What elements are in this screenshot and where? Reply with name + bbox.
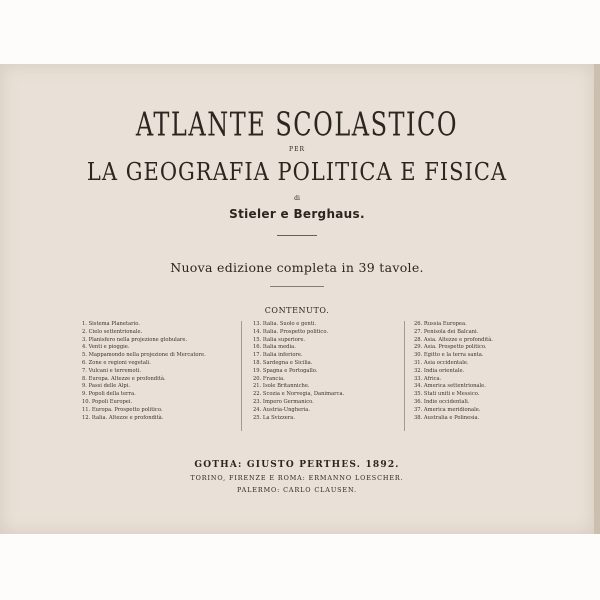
atlas-title: ATLANTE SCOLASTICO bbox=[135, 106, 459, 144]
edition-line: Nuova edizione completa in 39 tavole. bbox=[170, 260, 424, 275]
contents-entry: 10. Popoli Europei. bbox=[82, 398, 133, 405]
contents-entry: 1. Sistema Planetario. bbox=[82, 321, 140, 327]
contents-entry: 18. Sardegna e Sicilia. bbox=[253, 359, 313, 366]
contents-entry: 17. Italia inferiore. bbox=[253, 352, 303, 359]
authors: Stieler e Berghaus. bbox=[229, 207, 365, 221]
publisher-cities: TORINO, FIRENZE E ROMA: ERMANNO LOESCHER. bbox=[190, 474, 404, 482]
atlas-subtitle: LA GEOGRAFIA POLITICA E FISICA bbox=[86, 158, 508, 186]
contents-entry: 24. Austria-Ungheria. bbox=[253, 406, 311, 413]
contents-entry: 27. Penisola dei Balcani. bbox=[414, 328, 479, 335]
publisher-palermo: PALERMO: CARLO CLAUSEN. bbox=[237, 486, 357, 494]
contents-entry: 35. Stati uniti e Messico. bbox=[414, 391, 480, 398]
contents-entry: 8. Europa. Altezze e profondità. bbox=[82, 375, 166, 382]
contents-entry: 30. Egitto e la terra santa. bbox=[414, 352, 484, 359]
contents-entry: 6. Zone e regioni vegetali. bbox=[82, 359, 151, 366]
divider-rule bbox=[277, 235, 317, 236]
contents-entry: 14. Italia. Prospetto politico. bbox=[253, 328, 329, 335]
contents-entry: 32. India orientale. bbox=[414, 367, 465, 374]
contents-column-1 bbox=[82, 321, 232, 422]
contents-entry: 9. Popoli della terra. bbox=[82, 391, 136, 398]
contents-entry: 3. Planisfero nella projezione globulare. bbox=[82, 336, 188, 343]
contents-entry: 37. America meridionale. bbox=[414, 406, 481, 413]
contents-entry: 22. Scozia e Norvegia, Danimarca. bbox=[253, 391, 345, 398]
publisher-line: GOTHA: GIUSTO PERTHES. 1892. bbox=[194, 460, 400, 470]
contents-entry: 29. Asia. Prospetto politico. bbox=[414, 344, 487, 351]
contents-entry: 9. Passi delle Alpi. bbox=[82, 383, 131, 390]
contents-entry: 21. Isole Britanniche. bbox=[253, 383, 310, 390]
contents-entry: 5. Mappamondo nella projezione di Mercatore. bbox=[82, 352, 206, 359]
contents-heading: CONTENUTO. bbox=[264, 306, 330, 315]
contents-entry: 16. Italia media. bbox=[253, 344, 296, 351]
contents-entry: 33. Africa. bbox=[414, 375, 442, 382]
contents-entry: 15. Italia superiore. bbox=[253, 336, 306, 343]
contents-entry: 28. Asia. Altezze e profondità. bbox=[414, 336, 493, 343]
contents-entry: 2. Cielo settentrionale. bbox=[82, 328, 143, 335]
contents-entry: 20. Francia. bbox=[253, 375, 285, 382]
contents-column-3 bbox=[414, 321, 564, 422]
column-divider bbox=[241, 321, 242, 431]
contents-entry: 31. Asia occidentale. bbox=[414, 359, 469, 366]
contents-entry: 34. America settentrionale. bbox=[414, 383, 486, 390]
column-divider bbox=[404, 321, 405, 431]
contents-entry: 4. Venti e pioggie. bbox=[82, 344, 130, 351]
contents-column-2 bbox=[253, 321, 403, 422]
di-word: di bbox=[294, 195, 300, 202]
contents-entry: 38. Australia e Polinesia. bbox=[414, 414, 480, 421]
contents-entry: 23. Impero Germanico. bbox=[253, 398, 314, 405]
contents-entry: 12. Italia. Altezze e profondità. bbox=[82, 414, 164, 421]
page-edge bbox=[594, 64, 600, 534]
contents-entry: 7. Vulcani e terremoti. bbox=[82, 367, 141, 374]
contents-entry: 26. Russia Europea. bbox=[414, 321, 467, 327]
contents-entry: 36. Indie occidentali. bbox=[414, 398, 470, 405]
contents-entry: 11. Europa. Prospetto politico. bbox=[82, 406, 163, 413]
divider-rule bbox=[270, 286, 324, 287]
contents-entry: 19. Spagna e Portogallo. bbox=[253, 367, 318, 374]
per-word: PER bbox=[289, 146, 305, 153]
contents-entry: 13. Italia. Suolo e genti. bbox=[253, 321, 317, 327]
contents-entry: 25. La Svizzera. bbox=[253, 414, 295, 421]
